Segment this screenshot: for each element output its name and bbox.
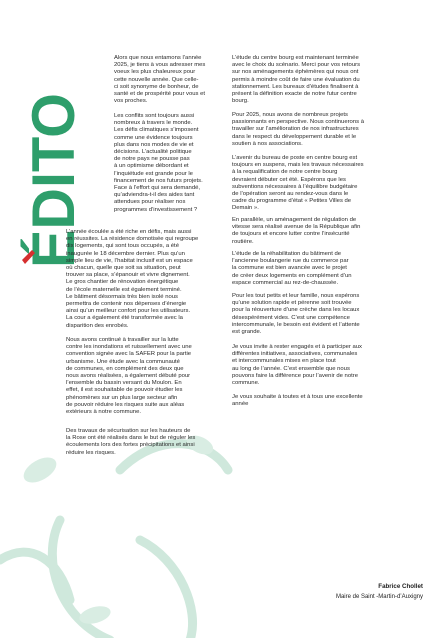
travaux-paragraph: Des travaux de sécurisation sur les hauteurs de la Rose ont été réalisés dans le but de réguler les écoulements lors des fortes précipitations et ainsi réduire les risques. xyxy=(66,428,196,456)
engages-paragraph: Je vous invite à rester engagés et à participer aux différentes initiatives, associatives, communales et intercommunales mises en place tout au long de l’année. C’est ensemble que nous pouvons faire la différence pour l’avenir de notre commune. xyxy=(232,344,362,387)
signature-name: Fabrice Chollet xyxy=(378,583,423,590)
poste-paragraph: L’avenir du bureau de poste en centre bourg est toujours en suspens, mais les travaux nécessaires à la requalification de notre centre bourg devraient débuter cet été. Espérons que les subventions nécessaires à l’équilibre budgétaire de l’opération seront au rendez-vous dans le cadre du programme d’état « Petites Villes de Demain ». xyxy=(232,155,364,212)
conflits-paragraph: Les conflits sont toujours aussi nombreux à travers le monde. Les défis climatiques s’imposent comme une évidence toujours plus dans nos modes de vie et décisions. L’actualité politique de notre pays ne pousse pas à un optimisme débordant et l’inquiétude est grande pour le financement de nos futurs projets. Face à l’effort qui sera demandé, qu’adviendra-t-il des aides tant attendues pour réaliser nos programmes d’investissement ? xyxy=(114,113,203,213)
projets-paragraph: Pour 2025, nous avons de nombreux projets passionnants en perspective. Nous continuerons à travailler sur l’amélioration de nos infrastructures dans le respect du développement durable et le soutien à nos associations. xyxy=(232,112,364,147)
etude-paragraph: L’étude du centre bourg est maintenant terminée avec le choix du scénario. Merci pour vos retours sur nos aménagements éphémères qui nous ont permis à moindre coût de faire une évaluation du stationnement. Les bureaux d’études finalisent à présent la définition exacte de notre futur centre bourg. xyxy=(232,55,361,105)
souhaite-paragraph: Je vous souhaite à toutes et à tous une excellente année xyxy=(232,394,363,408)
edito-title: ÉDITO xyxy=(20,85,87,268)
lutte-paragraph: Nous avons continué à travailler sur la lutte contre les inondations et ruissellement avec une convention signée avec la SAFER pour la partie urbanisme. Une étude avec la communauté de communes, en complément des deux que nous avons réalisées, a également débuté pour l’ensemble du bassin versant du Moulon. En effet, il est souhaitable de pouvoir étudier les phénomènes sur un plus large secteur afin de pouvoir réduire les risques suite aux aléas extérieurs à notre commune. xyxy=(66,337,192,416)
creche-paragraph: Pour les tout petits et leur famille, nous espérons qu’une solution rapide et pérenne soit trouvée pour la réouverture d’une crèche dans les locaux désespérément vides. C’est une compétence intercommunale, le besoin est évident et l’attente est grande. xyxy=(232,293,360,336)
signature-role: Maire de Saint -Martin-d’Auxigny xyxy=(335,594,423,600)
intro-paragraph: Alors que nous entamons l’année 2025, je tiens à vous adresser mes voeux les plus chaleureux pour cette nouvelle année. Que celle- ci soit synonyme de bonheur, de santé et de prospérité pour vous et vos proches. xyxy=(114,55,206,105)
annee-paragraph: L’année écoulée a été riche en défis, mais aussi en réussites. La résidence domotisée qui regroupe dix logements, qui sont tous occupés, a été inaugurée le 18 décembre dernier. Plus qu’un simple lieu de vie, l’habitat inclusif est un espace où chacun, quelle que soit sa situation, peut trouver sa place, s’épanouir et vivre dignement. Le gros chantier de rénovation énergétique de l’école maternelle est également terminé. Le bâtiment désormais très bien isolé nous permettra de contenir nos dépenses d’énergie ainsi qu’un meilleur confort pour les utilisateurs. La cour a également été transformée avec la disparition des enrobés. xyxy=(66,229,199,329)
rehabilitation-paragraph: L’étude de la réhabilitation du bâtiment de l’ancienne boulangerie rue du commerce par la commune est bien avancée avec le projet de créer deux logements en complément d’un espace commercial au rez-de-chaussée. xyxy=(232,251,352,286)
vitesse-paragraph: En parallèle, un aménagement de régulation de vitesse sera réalisé avenue de la République afin de toujours et encore lutter contre l’insécurité routière. xyxy=(232,217,361,245)
